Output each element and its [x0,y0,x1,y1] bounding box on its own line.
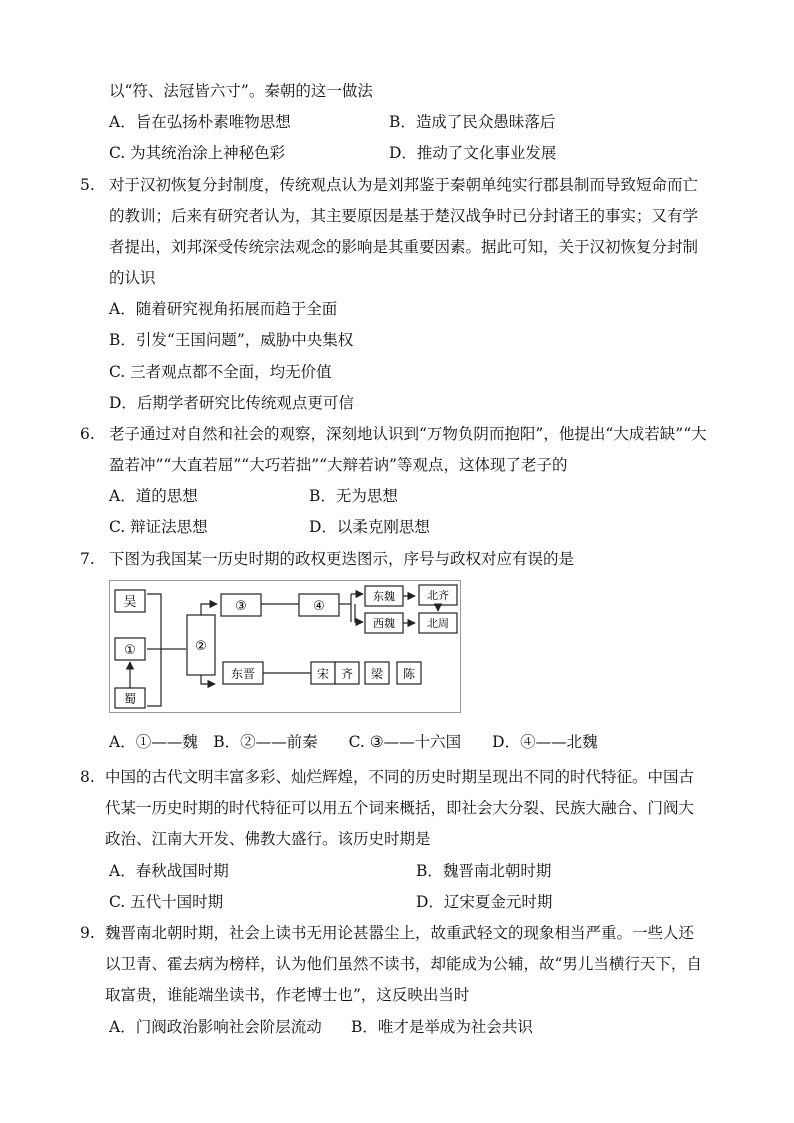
q9-number: 9. [80,924,95,942]
q8-line-3: 政治、江南大开发、佛教大盛行。该历史时期是 [105,830,431,848]
q7-options: A．①——魏 B．②——前秦 C. ③——十六国 D．④——北魏 [109,733,598,751]
q8-line-1: 中国的古代文明丰富多彩、灿烂辉煌，不同的历史时期呈现出不同的时代特征。中国古 [105,768,695,786]
q5-option-a: A．随着研究视角拓展而趋于全面 [109,300,338,318]
q6-line-2: 盈若冲”“大直若屈”“大巧若拙”“大辩若讷”等观点，这体现了老子的 [109,456,568,474]
diagram-dongjin: 东晋 [230,667,256,681]
q6-option-c: C. 辩证法思想 [109,518,208,536]
diagram-node-4: ④ [313,599,325,614]
q8-option-d: D．辽宋夏金元时期 [416,893,553,911]
q7-number: 7. [80,550,95,568]
q9-line-3: 取富贵，谁能端坐读书，作老博士也”，这反映出当时 [105,986,470,1004]
q4-option-b: B．造成了民众愚昧落后 [389,113,556,131]
diagram-xiwei: 西魏 [373,617,395,630]
diagram-dongwei: 东魏 [373,590,395,603]
q8-option-a: A．春秋战国时期 [109,862,229,880]
q6-option-b: B．无为思想 [309,487,398,505]
q9-line-2: 以卫青、霍去病为榜样，认为他们虽然不读书，却能成为公辅，故“男儿当横行天下，自 [105,955,702,973]
q5-option-b: B．引发“王国问题”，威胁中央集权 [109,331,354,349]
q5-line-1: 对于汉初恢复分封制度，传统观点认为是刘邦鉴于秦朝单纯实行郡县制而导致短命而亡 [109,176,699,194]
q4-option-d: D．推动了文化事业发展 [389,144,557,162]
q5-option-c: C. 三者观点都不全面，均无价值 [109,363,332,381]
q8-option-b: B．魏晋南北朝时期 [416,862,552,880]
q9-option-a: A．门阀政治影响社会阶层流动 [109,1018,322,1036]
q9-line-1: 魏晋南北朝时期，社会上读书无用论甚嚣尘上，故重武轻文的现象相当严重。一些人还 [105,924,695,942]
diagram-liang: 梁 [370,667,384,681]
q6-line-1: 老子通过对自然和社会的观察，深刻地认识到“万物负阴而抱阳”，他提出“大成若缺”“大 [109,425,707,443]
regime-succession-diagram [109,580,461,713]
diagram-qi: 齐 [340,667,354,681]
q4-option-a: A．旨在弘扬朴素唯物思想 [109,113,291,131]
diagram-song: 宋 [316,667,330,681]
diagram-wu: 吴 [123,595,137,610]
q6-number: 6. [80,425,95,443]
q9-option-b: B．唯才是举成为社会共识 [351,1018,533,1036]
diagram-node-1: ① [124,643,136,658]
q4-option-c: C. 为其统治涂上神秘色彩 [109,144,286,162]
q6-option-d: D．以柔克刚思想 [309,518,430,536]
diagram-node-3: ③ [235,599,247,614]
diagram-beiqi: 北齐 [427,589,449,602]
q4-continuation: 以“符、法冠皆六寸”。秦朝的这一做法 [109,82,373,100]
q8-number: 8. [80,768,95,786]
q5-number: 5. [80,176,95,194]
diagram-beizhou: 北周 [427,617,449,630]
diagram-node-2: ② [195,639,207,654]
q5-line-2: 的教训；后来有研究者认为，其主要原因是基于楚汉战争时已分封诸王的事实；又有学 [109,207,699,225]
diagram-chen: 陈 [402,667,416,681]
diagram-shu: 蜀 [123,692,137,706]
q6-option-a: A．道的思想 [109,487,198,505]
q7-line-1: 下图为我国某一历史时期的政权更迭图示，序号与政权对应有误的是 [109,550,575,568]
q5-line-3: 者提出，刘邦深受传统宗法观念的影响是其重要因素。据此可知，关于汉初恢复分封制 [109,238,699,256]
q5-option-d: D．后期学者研究比传统观点更可信 [109,394,354,412]
q8-option-c: C. 五代十国时期 [109,893,224,911]
q8-line-2: 代某一历史时期的时代特征可以用五个词来概括，即社会大分裂、民族大融合、门阀大 [105,799,695,817]
q5-line-4: 的认识 [109,269,156,287]
